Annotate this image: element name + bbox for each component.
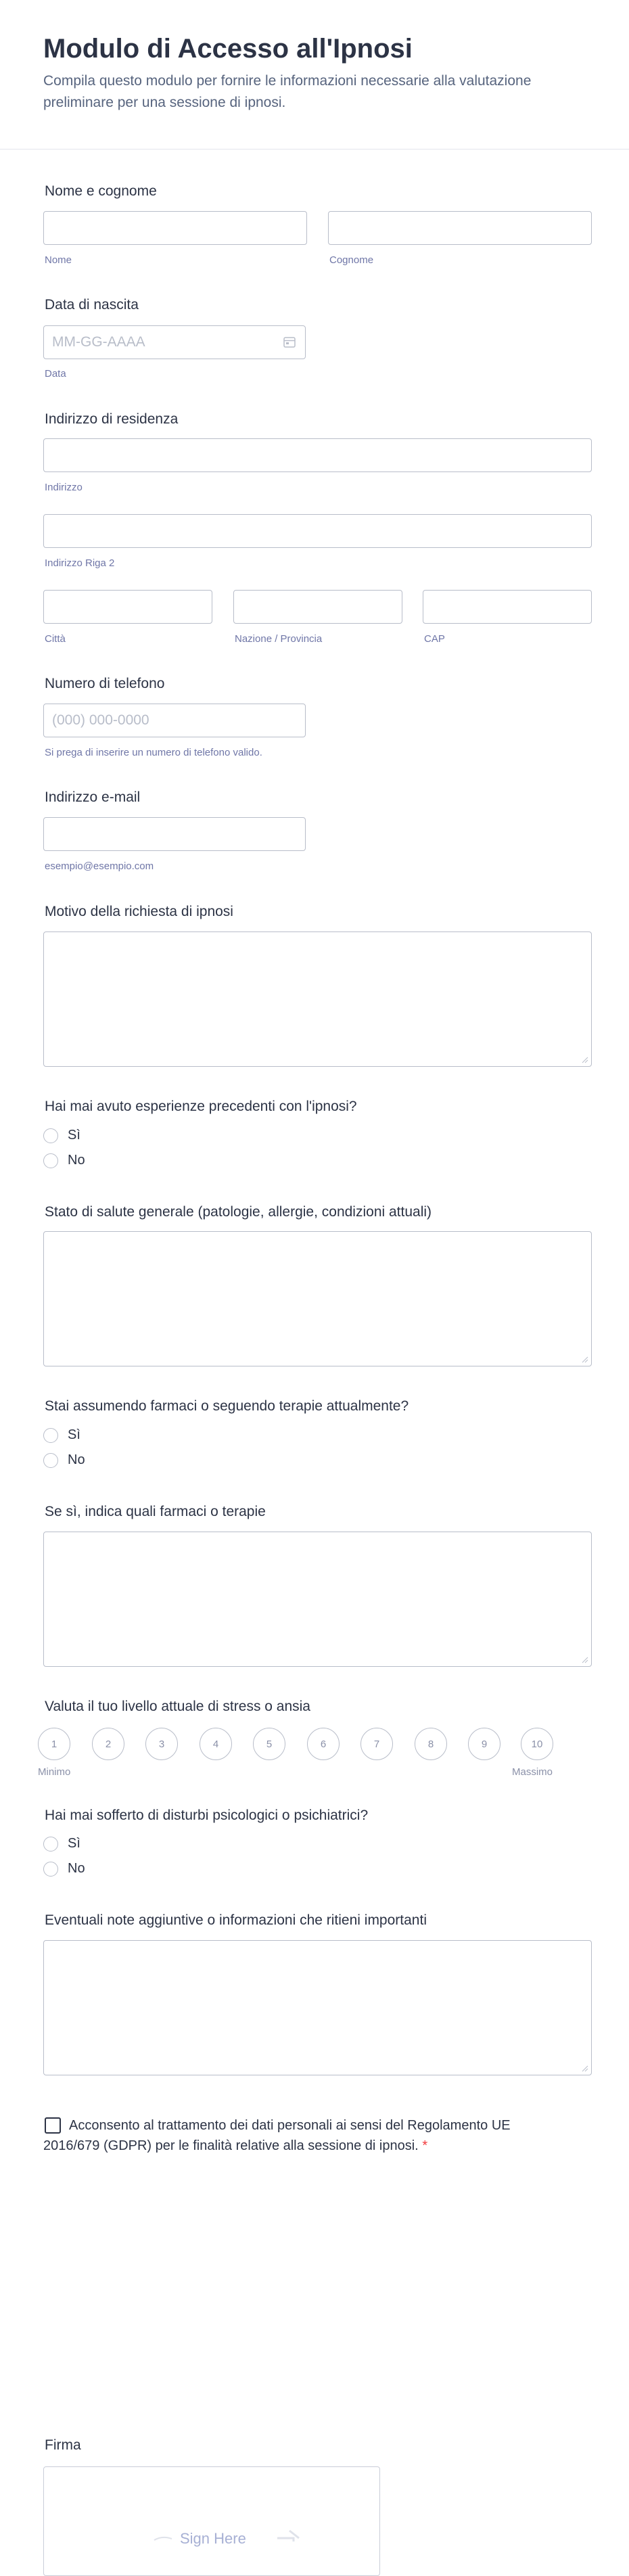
stress-min-label: Minimo [38, 1766, 71, 1778]
stress-label: Valuta il tuo livello attuale di stress o ansia [45, 1699, 310, 1714]
stress-scale-option[interactable]: 4 [200, 1728, 232, 1760]
medications-yes-label[interactable]: Sì [68, 1427, 80, 1442]
notes-textarea[interactable] [43, 1940, 592, 2075]
address-line1-input[interactable] [43, 438, 592, 472]
state-input[interactable] [233, 590, 402, 624]
stress-scale-option[interactable]: 10 [521, 1728, 553, 1760]
disorders-yes-radio[interactable] [43, 1837, 58, 1852]
medications-detail-label: Se sì, indica quali farmaci o terapie [45, 1504, 266, 1519]
phone-label: Numero di telefono [45, 676, 165, 691]
stress-scale-option[interactable]: 5 [253, 1728, 285, 1760]
reason-textarea[interactable] [43, 932, 592, 1067]
prev-experience-no-label[interactable]: No [68, 1153, 85, 1168]
signature-pad[interactable] [43, 2466, 380, 2576]
first-name-sublabel: Nome [45, 254, 72, 266]
stress-max-label: Massimo [512, 1766, 553, 1778]
state-sublabel: Nazione / Provincia [235, 633, 323, 645]
last-name-input[interactable] [328, 211, 592, 245]
phone-sublabel: Si prega di inserire un numero di telefono valido. [45, 747, 262, 758]
stress-scale-option[interactable]: 1 [38, 1728, 70, 1760]
disorders-label: Hai mai sofferto di disturbi psicologici o psichiatrici? [45, 1808, 369, 1823]
resize-handle-icon[interactable] [580, 1055, 588, 1063]
dob-sublabel: Data [45, 368, 66, 380]
prev-experience-no-radio[interactable] [43, 1153, 58, 1168]
form-description: Compila questo modulo per fornire le informazioni necessarie alla valutazione preliminare per una sessione di ipnosi. [43, 73, 532, 110]
prev-experience-yes-label[interactable]: Sì [68, 1128, 80, 1143]
name-label: Nome e cognome [45, 183, 157, 199]
medications-no-label[interactable]: No [68, 1452, 85, 1467]
notes-label: Eventuali note aggiuntive o informazioni che ritieni importanti [45, 1912, 427, 1928]
disorders-yes-label[interactable]: Sì [68, 1836, 80, 1851]
prev-experience-yes-radio[interactable] [43, 1128, 58, 1143]
signature-label: Firma [45, 2437, 81, 2453]
sign-arrow-icon [276, 2529, 303, 2542]
first-name-input[interactable] [43, 211, 307, 245]
stress-scale-option[interactable]: 9 [468, 1728, 500, 1760]
health-label: Stato di salute generale (patologie, allergie, condizioni attuali) [45, 1204, 432, 1220]
consent-text[interactable] [43, 2115, 537, 2156]
zip-input[interactable] [423, 590, 592, 624]
header-divider [0, 149, 629, 150]
dob-label: Data di nascita [45, 297, 139, 313]
stress-scale-option[interactable]: 8 [415, 1728, 447, 1760]
disorders-no-radio[interactable] [43, 1862, 58, 1877]
dob-input[interactable] [43, 325, 306, 359]
consent-label: Acconsento al trattamento dei dati personali ai sensi del Regolamento UE 2016/679 (GDPR) per le finalità relative alla sessione di ipnosi. [43, 2118, 511, 2153]
prev-experience-label: Hai mai avuto esperienze precedenti con l'ipnosi? [45, 1099, 357, 1114]
stress-scale-option[interactable]: 7 [360, 1728, 393, 1760]
email-input[interactable] [43, 817, 306, 851]
address-line1-sublabel: Indirizzo [45, 482, 83, 493]
zip-sublabel: CAP [424, 633, 445, 645]
last-name-sublabel: Cognome [329, 254, 374, 266]
address-line2-input[interactable] [43, 514, 592, 548]
required-asterisk: * [422, 2138, 428, 2153]
resize-handle-icon[interactable] [580, 1655, 588, 1663]
resize-handle-icon[interactable] [580, 1355, 588, 1363]
medications-label: Stai assumendo farmaci o seguendo terapie attualmente? [45, 1398, 409, 1414]
email-label: Indirizzo e-mail [45, 789, 141, 805]
calendar-icon[interactable] [283, 336, 296, 348]
sign-stroke-icon [153, 2533, 173, 2542]
disorders-no-label[interactable]: No [68, 1861, 85, 1876]
city-sublabel: Città [45, 633, 66, 645]
medications-detail-textarea[interactable] [43, 1532, 592, 1667]
address-label: Indirizzo di residenza [45, 411, 179, 427]
resize-handle-icon[interactable] [580, 2064, 588, 2072]
signature-placeholder: Sign Here [180, 2530, 246, 2547]
medications-yes-radio[interactable] [43, 1428, 58, 1443]
stress-scale-option[interactable]: 6 [307, 1728, 340, 1760]
phone-input[interactable] [43, 704, 306, 737]
stress-scale-option[interactable]: 3 [145, 1728, 178, 1760]
address-line2-sublabel: Indirizzo Riga 2 [45, 557, 115, 569]
medications-no-radio[interactable] [43, 1453, 58, 1468]
page-title: Modulo di Accesso all'Ipnosi [43, 34, 413, 64]
city-input[interactable] [43, 590, 212, 624]
health-textarea[interactable] [43, 1231, 592, 1366]
email-sublabel: esempio@esempio.com [45, 860, 154, 872]
stress-scale-option[interactable]: 2 [92, 1728, 124, 1760]
reason-label: Motivo della richiesta di ipnosi [45, 904, 233, 919]
